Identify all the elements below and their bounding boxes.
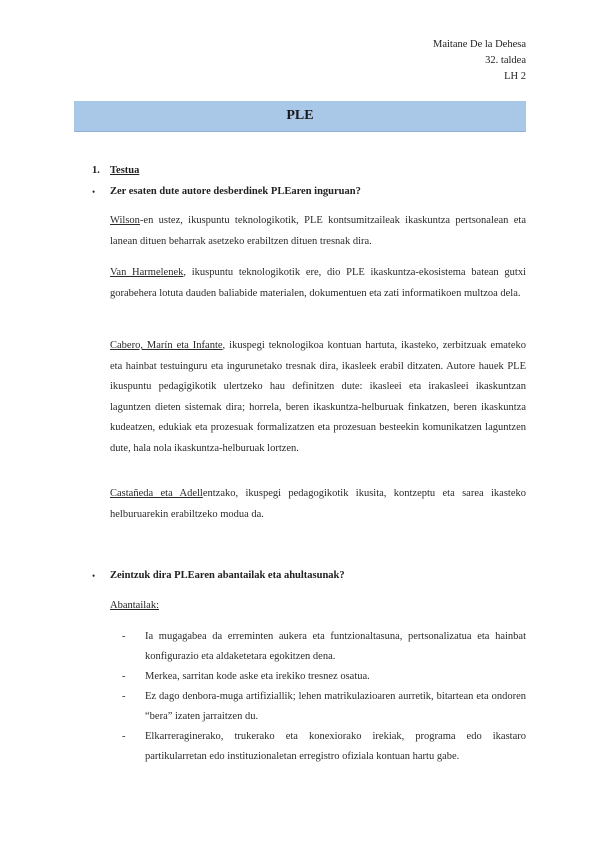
list-item-text: Ez dago denbora-muga artifiziallik; lehen matrikulazioaren aurretik, bitartean eta ondoren “bera” izaten jarraitzen du. bbox=[145, 691, 526, 722]
advantages-label: Abantailak: bbox=[110, 600, 159, 611]
question-1-text: Zer esaten dute autore desberdinek PLEaren inguruan? bbox=[110, 186, 361, 197]
paragraph-text: , ikuspegi teknologikoa kontuan hartuta, ikasteko, zerbitzuak emateko eta hainbat testuinguru eta ingurunetako tresnak dira, ikasleek erabil ditzaten. Autore hauek PLE ikuspuntu pedagigikotik ulertzeko hau definitzen dute: ikasleei eta irakasleei ikaskuntzan laguntzen dieten sistemak dira; horrela, beren ikaskuntza-helburuak finkatzen, beren ikaskuntza kudeatzen, edukiak eta prozesuak formalizatzen eta prozesuan besteekin komunikatzen laguntzen dute, hala nola ikaskuntza-helburuak lortzen. bbox=[110, 340, 526, 454]
course-name: LH 2 bbox=[504, 71, 526, 82]
section-title: Testua bbox=[110, 165, 140, 176]
question-2 bbox=[92, 570, 345, 581]
title-banner bbox=[74, 101, 526, 132]
paragraph-text: -en ustez, ikuspuntu teknologikotik, PLE kontsumitzaileak ikaskuntza pertsonalean eta lanean dituen beharrak asetzeko erabiltzen dituen tresnak dira. bbox=[110, 215, 526, 247]
paragraph-wilson bbox=[110, 211, 526, 252]
list-item-text: Elkarreraginerako, trukerako eta konexiorako irekiak, programa edo ikastaro partikularretan edo instituzionaletan erregistro ofiziala kontuan hartu gabe. bbox=[145, 731, 526, 762]
paragraph-cabero bbox=[110, 336, 526, 459]
section-number: 1. bbox=[92, 165, 100, 176]
paragraph-text: entzako, ikuspegi pedagogikotik ikusita, kontzeptu eta sarea ikasteko helburuarekin erabiltzeko modua da. bbox=[110, 488, 526, 520]
question-2-text: Zeintzuk dira PLEaren abantailak eta ahultasunak? bbox=[110, 570, 345, 581]
paragraph-text: , ikuspuntu teknologikotik ere, dio PLE ikaskuntza-ekosistema batean gutxi gorabehera lotuta dauden baliabide materialen, dokumentuen eta zati informatikoen multzoa dela. bbox=[110, 267, 526, 299]
dash-icon: - bbox=[122, 731, 126, 742]
author-reference: Castañeda eta Adell bbox=[110, 488, 203, 499]
author-reference: Wilson bbox=[110, 215, 140, 226]
dash-icon: - bbox=[122, 631, 126, 642]
author-reference: Van Harmelenek bbox=[110, 267, 184, 278]
author-name: Maitane De la Dehesa bbox=[433, 39, 526, 50]
page-title: PLE bbox=[286, 108, 314, 123]
group-name: 32. taldea bbox=[485, 55, 526, 66]
list-item bbox=[122, 687, 526, 727]
paragraph-castaneda bbox=[110, 484, 526, 525]
paragraph-van-harmelen bbox=[110, 263, 526, 304]
bullet-icon: • bbox=[92, 570, 96, 581]
list-item-text: Ia mugagabea da erreminten aukera eta funtzionaltasuna, pertsonalizatua eta hainbat konfigurazio eta aldaketetara egokitzen dena. bbox=[145, 631, 526, 662]
advantages-list bbox=[122, 627, 526, 767]
dash-icon: - bbox=[122, 691, 126, 702]
list-item bbox=[122, 667, 526, 687]
author-reference: Cabero, Marín eta Infante bbox=[110, 340, 223, 351]
list-item bbox=[122, 727, 526, 767]
list-item bbox=[122, 627, 526, 667]
document-header bbox=[433, 37, 526, 85]
dash-icon: - bbox=[122, 671, 126, 682]
section-heading bbox=[92, 165, 139, 176]
bullet-icon: • bbox=[92, 186, 96, 197]
list-item-text: Merkea, sarritan kode aske eta irekiko tresnez osatua. bbox=[145, 671, 370, 682]
question-1 bbox=[92, 186, 361, 197]
